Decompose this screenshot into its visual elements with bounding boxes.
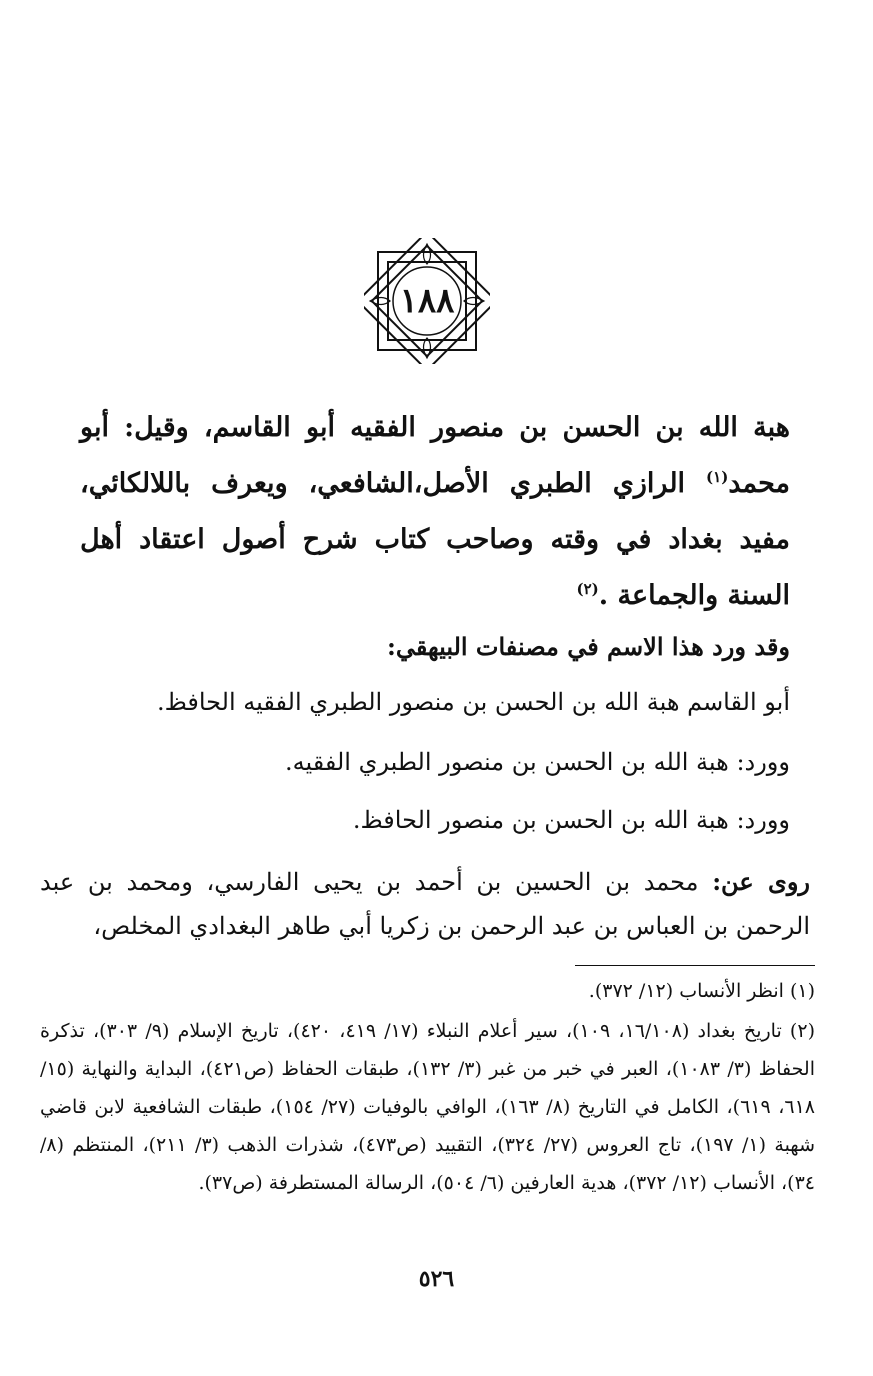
- footnote-2: (٢) تاريخ بغداد (١٦/١٠٨، ١٠٩)، سير أعلام النبلاء (١٧/ ٤١٩، ٤٢٠)، تاريخ الإسلام (٩/ ٣٠٣)، تذكرة الحفاظ (٣/ ١٠٨٣)، العبر في خبر من غبر (٣/ ١٣٢)، طبقات الحفاظ (ص٤٢١)، البداية والنهاية (١٥/ ٦١٨، ٦١٩)، الكامل في التاريخ (٨/ ١٦٣)، الوافي بالوفيات (٢٧/ ١٥٤)، طبقات الشافعية لابن قاضي شهبة (١/ ١٩٧)، تاج العروس (٢٧/ ٣٢٤)، التقييد (ص٤٧٣)، شذرات الذهب (٣/ ٢١١)، المنتظم (٨/ ٣٤)، الأنساب (١٢/ ٣٧٢)، هدية العارفين (٦/ ٥٠٤)، الرسالة المستطرفة (ص٣٧).: [40, 1020, 815, 1194]
- footnote-ref-2[interactable]: (٢): [576, 580, 599, 598]
- intro-text-part2: الرازي الطبري الأصل،الشافعي، ويعرف باللالكائي، مفيد بغداد في وقته وصاحب كتاب شرح أصول اعتقاد أهل السنة والجماعة .: [80, 468, 790, 611]
- page-number: ٥٢٦: [418, 1266, 455, 1292]
- footnote-separator: [575, 965, 815, 966]
- narrated-from-label: روى عن:: [712, 867, 810, 896]
- footnote-1: (١) انظر الأنساب (١٢/ ٣٧٢).: [588, 980, 815, 1002]
- name-variant: وورد: هبة الله بن الحسن بن منصور الطبري الفقيه.: [284, 748, 790, 776]
- entry-number: ١٨٨: [399, 281, 455, 321]
- name-variant: وورد: هبة الله بن الحسن بن منصور الحافظ.: [352, 806, 790, 834]
- narrated-from-text: محمد بن الحسين بن أحمد بن يحيى الفارسي، ومحمد بن عبد الرحمن بن العباس بن عبد الرحمن بن زكريا أبي طاهر البغدادي المخلص،: [40, 868, 810, 940]
- section-heading: وقد ورد هذا الاسم في مصنفات البيهقي:: [387, 632, 790, 661]
- intro-text-part1: هبة الله بن الحسن بن منصور الفقيه أبو القاسم، وقيل: أبو محمد: [80, 412, 790, 499]
- entry-number-ornament: [364, 238, 490, 364]
- narrated-from-paragraph: [40, 860, 810, 948]
- footnote-ref-1[interactable]: (١): [706, 468, 729, 486]
- biography-intro: [80, 400, 790, 624]
- name-variant: أبو القاسم هبة الله بن الحسن بن منصور الطبري الفقيه الحافظ.: [156, 688, 790, 716]
